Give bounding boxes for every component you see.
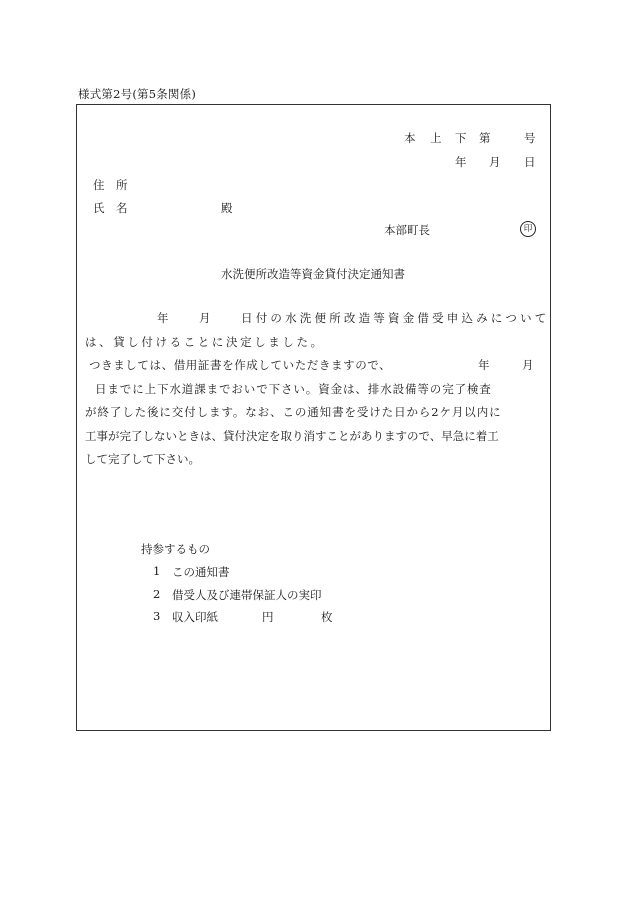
form-number: 様式第2号(第5条関係): [78, 87, 197, 101]
body-line3-year: 年: [478, 358, 490, 372]
body-line-3: [85, 354, 545, 378]
item-2-number: 2: [153, 587, 161, 601]
item-3-text: 収入印紙: [172, 610, 218, 624]
doc-number-go: 号: [524, 131, 536, 145]
body-paragraph: [85, 307, 550, 472]
item-3-number: 3: [153, 609, 161, 623]
items-heading: 持参するもの: [141, 542, 210, 556]
body-line-2: は、貸し付けることに決定しました。: [85, 334, 325, 349]
body-line-7: して完了して下さい。: [85, 452, 200, 466]
body-line1-text: 日付の水洗便所改造等資金借受申込みについて: [241, 311, 550, 325]
item-2-text: 借受人及び連帯保証人の実印: [172, 588, 322, 602]
item-1-text: この通知書: [172, 565, 230, 579]
document-title: 水洗便所改造等資金貸付決定通知書: [221, 267, 405, 281]
body-line-4: 日までに上下水道課までおいで下さい。資金は、排水設備等の完了検査: [95, 381, 492, 396]
body-line3-month: 月: [522, 358, 534, 372]
honorific: 殿: [221, 201, 233, 215]
body-line1-month: 月: [199, 311, 211, 325]
body-line3-text: つきましては、借用証書を作成していただきますので、: [89, 358, 392, 372]
body-line-5: が終了した後に交付します。なお、この通知書を受けた日から2ケ月以内に: [85, 405, 502, 419]
doc-number-dai: 第: [479, 131, 491, 145]
body-line-1: [85, 307, 550, 331]
seal-mark: 印: [520, 221, 536, 237]
item-3-sheets: 枚: [321, 610, 333, 624]
issuer-name: 本部町長: [384, 223, 430, 237]
body-line-6: 工事が完了しないときは、貸付決定を取り消すことがありますので、早急に着工: [85, 428, 499, 443]
body-line1-year: 年: [157, 311, 169, 325]
item-3-yen: 円: [262, 610, 274, 624]
name-label: 氏 名: [93, 201, 128, 215]
doc-number-ge: 下: [455, 131, 467, 145]
item-1-number: 1: [153, 564, 161, 578]
date-day: 日: [524, 155, 536, 169]
date-year: 年: [455, 155, 467, 169]
address-label: 住 所: [93, 178, 128, 192]
doc-number-hon: 本: [404, 131, 416, 145]
doc-number-jo: 上: [430, 131, 442, 145]
date-month: 月: [489, 155, 501, 169]
